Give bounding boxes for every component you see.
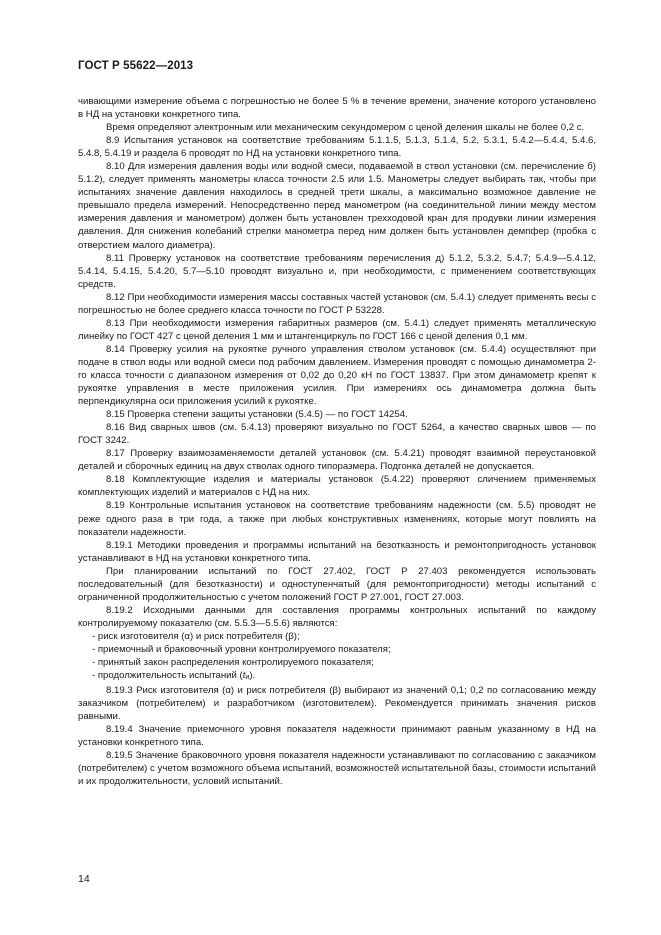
clause-8-16: 8.16 Вид сварных швов (см. 5.4.13) проверяют визуально по ГОСТ 5264, а качество сварных швов — по ГОСТ 3242. (78, 422, 596, 447)
paragraph: При планировании испытаний по ГОСТ 27.402, ГОСТ Р 27.403 рекомендуется использовать последовательный (для безотказности) и одноступенчатый (для ремонтопригодности) методы испытаний с ограниченной продолжительностью с учетом положений ГОСТ Р 27.001, ГОСТ 27.003. (78, 565, 596, 603)
clause-8-10: 8.10 Для измерения давления воды или водной смеси, подаваемой в ствол установки (см. перечисление б) 5.1.2), следует применять манометры класса точности 2.5 или 1.5. Манометры следует выбирать так, чтобы при испытаниях значение давления находилось в средней трети шкалы, а максимально возможное давление не превышало предела измерений. Непосредственно перед манометром (на соединительной линии между местом измерения давления и манометром) должен быть установлен трехходовой кран для продувки линии измерения давления. Для снижения колебаний стрелки манометра перед ним должен быть установлен демпфер (пробка с отверстием малого диаметра). (78, 161, 596, 251)
clause-8-19-2: 8.19.2 Исходными данными для составления программы контрольных испытаний по каждому контролируемому показателю (см. 5.5.3—5.5.6) являются: (78, 604, 596, 629)
variable-t: t (242, 670, 246, 682)
list-item: - принятый закон распределения контролируемого показателя; (92, 657, 374, 669)
list-item-text: - продолжительность испытаний ( (92, 670, 243, 682)
clause-8-14: 8.14 Проверку усилия на рукоятке ручного управления стволом установок (см. 5.4.4) осуществляют при подаче в ствол воды или водной смеси под рабочим давлением. Измерения проводят с помощью динамометра 2-го класса точности с диапазоном измерения от 0,02 до 0,20 кН по ГОСТ 13837. При этом динамометр крепят к рукоятке управления в месте приложения усилия. При измерениях ось динамометра должна быть перпендикулярна оси приложения усилий к рукоятке. (78, 343, 596, 408)
clause-8-13: 8.13 При необходимости измерения габаритных размеров (см. 5.4.1) следует применять металлическую линейку по ГОСТ 427 с ценой деления 1 мм и штангенциркуль по ГОСТ 166 с ценой деления 0,1 мм. (78, 317, 596, 342)
clause-8-19: 8.19 Контрольные испытания установок на соответствие требованиям надежности (см. 5.5) проводят не реже одного раза в три года, а также при любых конструктивных изменениях, которые могут повлиять на показатели надежности. (78, 500, 596, 538)
list-item-end: ). (249, 670, 256, 682)
page-header: ГОСТ Р 55622—2013 (78, 60, 194, 72)
clause-8-19-5: 8.19.5 Значение браковочного уровня показателя надежности устанавливают по согласованию с заказчиком (потребителем) с учетом возможного объема испытаний, возможностей испытательной базы, стоимости испытаний и их продолжительности, условий испытаний. (78, 750, 596, 788)
subscript: и (245, 674, 250, 682)
list-item (78, 669, 596, 684)
clause-8-19-3: 8.19.3 Риск изготовителя (α) и риск потребителя (β) выбирают из значений 0,1; 0,2 по согласованию между заказчиком (потребителем) и разработчиком (изготовителем). Рекомендуется принимать значения рисков равными. (78, 685, 596, 723)
page-number: 14 (78, 873, 90, 885)
clause-8-19-1: 8.19.1 Методики проведения и программы испытаний на безотказность и ремонтопригодность установок устанавливают в НД на установки конкретного типа. (78, 539, 596, 564)
clause-8-15: 8.15 Проверка степени защиты установки (5.4.5) — по ГОСТ 14254. (106, 409, 408, 421)
paragraph: Время определяют электронным или механическим секундомером с ценой деления шкалы не более 0,2 с. (106, 122, 585, 134)
clause-8-18: 8.18 Комплектующие изделия и материалы установок (5.4.22) проверяют сличением применяемых комплектующих изделий и материалов с НД на них. (78, 474, 596, 499)
clause-8-17: 8.17 Проверку взаимозаменяемости деталей установок (см. 5.4.21) проводят взаимной переустановкой деталей и сборочных единиц на двух стволах одного типоразмера. Подгонка деталей не допускается. (78, 448, 596, 473)
clause-8-11: 8.11 Проверку установок на соответствие требованиям перечисления д) 5.1.2, 5.3.2, 5.4.7; 5.4.9—5.4.12, 5.4.14, 5.4.15, 5.4.20, 5.7—5.10 проводят визуально и, при необходимости, с применением соответствующих средств. (78, 252, 596, 290)
list-item: - риск изготовителя (α) и риск потребителя (β); (92, 630, 300, 642)
list-item: - приемочный и браковочный уровни контролируемого показателя; (92, 643, 391, 655)
document-body (78, 95, 596, 788)
clause-8-19-4: 8.19.4 Значение приемочного уровня показателя надежности принимают равным указанному в НД на установки конкретного типа. (78, 724, 596, 749)
clause-8-12: 8.12 При необходимости измерения массы составных частей установок (см. 5.4.1) следует применять весы с погрешностью не более среднего класса точности по ГОСТ Р 53228. (78, 291, 596, 316)
clause-8-9: 8.9 Испытания установок на соответствие требованиям 5.1.1.5, 5.1.3, 5.1.4, 5.2, 5.3.1, 5.4.2—5.4.4, 5.4.6, 5.4.8, 5.4.19 и раздела 6 проводят по НД на установки конкретного типа. (78, 135, 596, 160)
paragraph: чивающими измерение объема с погрешностью не более 5 % в течение времени, значение которого установлено в НД на установки конкретного типа. (78, 96, 596, 121)
